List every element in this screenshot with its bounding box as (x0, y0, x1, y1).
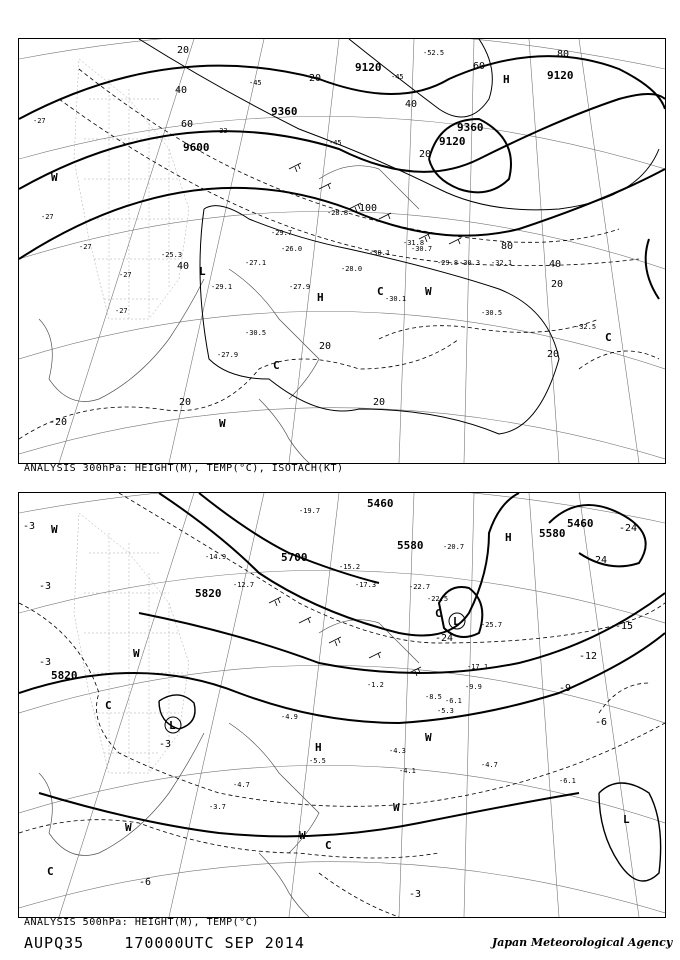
cold-center: C (47, 865, 54, 878)
temp-label: -26.0 (281, 245, 303, 253)
temp-label: -30.5 (481, 309, 503, 317)
temp-label: -20 (49, 417, 68, 428)
temp-label: -33 (215, 127, 228, 135)
pressure-center-low: L (199, 265, 206, 278)
temp-label: -29.7 (271, 229, 293, 237)
obs-label: -8.5 (425, 693, 442, 701)
isotach-label: 40 (405, 99, 418, 110)
temp-label: -45 (249, 79, 262, 87)
temp-label: -52.5 (423, 49, 445, 57)
isotach-contours (139, 39, 659, 434)
temp-label: -30.1 (385, 295, 407, 303)
warm-center: W (51, 523, 58, 536)
warm-center: W (393, 801, 400, 814)
pressure-center-low: L (169, 719, 176, 732)
isotach-label: 20 (419, 149, 432, 160)
obs-label: -15.2 (339, 563, 361, 571)
warm-center: W (299, 829, 306, 842)
map-300hpa-canvas (19, 39, 665, 463)
obs-label: -22.7 (409, 583, 431, 591)
temp-label: -30.7 (411, 245, 433, 253)
pressure-center-high: H (503, 73, 510, 86)
isotach-label: 20 (179, 397, 192, 408)
height-label: 5580 (539, 527, 566, 540)
warm-center: W (425, 285, 432, 298)
height-label: 5460 (567, 517, 594, 530)
temp-contour-label: -15 (615, 621, 634, 632)
temp-contour-label: -24 (435, 633, 454, 644)
isotach-label: 80 (557, 49, 570, 60)
isotach-label: 40 (175, 85, 188, 96)
temp-label: -30.3 (459, 259, 481, 267)
obs-label: -6.1 (445, 697, 462, 705)
cold-center: C (105, 699, 112, 712)
temp-contour-label: -3 (39, 581, 52, 592)
isotach-label: 20 (373, 397, 386, 408)
isotach-label: 20 (309, 73, 322, 84)
obs-label-group (205, 507, 576, 811)
obs-label: -6.1 (559, 777, 576, 785)
obs-label: -25.7 (481, 621, 503, 629)
pressure-center-high: H (315, 741, 322, 754)
cold-center: C (377, 285, 384, 298)
obs-label: -17.1 (467, 663, 489, 671)
height-label: 9120 (547, 69, 574, 82)
cold-center: C (435, 607, 442, 620)
temp-label: -30.5 (245, 329, 267, 337)
obs-label: -4.9 (281, 713, 298, 721)
chart-identifier (24, 934, 305, 952)
temp-contour-label: -6 (595, 717, 608, 728)
obs-label: -1.2 (367, 681, 384, 689)
temp-contour-label: -3 (409, 889, 422, 900)
isotach-label: 40 (177, 261, 190, 272)
temp-label: -27.1 (245, 259, 267, 267)
map-panel-500hpa (18, 492, 666, 918)
pressure-center-low: L (623, 813, 630, 826)
cold-center: C (605, 331, 612, 344)
center-label-group (47, 523, 630, 878)
temp-contour-label: -3 (39, 657, 52, 668)
temp-label: -27 (41, 213, 54, 221)
obs-label: -17.3 (355, 581, 377, 589)
isotach-label: 100 (359, 203, 378, 214)
pressure-center-high: H (505, 531, 512, 544)
isotach-label: 20 (177, 45, 190, 56)
warm-center: W (133, 647, 140, 660)
isotach-label: 80 (501, 241, 514, 252)
temp-label: -30.1 (369, 249, 391, 257)
cold-center: C (273, 359, 280, 372)
warm-center: W (51, 171, 58, 184)
temp-label-group (33, 49, 596, 428)
height-label: 9120 (355, 61, 382, 74)
temp-label: -27 (33, 117, 46, 125)
isotach-label: 20 (547, 349, 560, 360)
temp-contour-label: -3 (23, 521, 36, 532)
graticule-meridians (59, 39, 639, 463)
temp-label: -31.8 (403, 239, 425, 247)
warm-center: W (425, 731, 432, 744)
coastline (39, 620, 422, 917)
temp-contour-label: -9 (559, 683, 572, 694)
map-500hpa-canvas (19, 493, 665, 917)
temperature-contours (19, 493, 665, 917)
isotach-label: 60 (181, 119, 194, 130)
chart-code: AUPQ35 (24, 934, 85, 952)
pressure-center-low: L (453, 615, 460, 628)
terrain-mask (74, 59, 189, 319)
graticule-meridians (59, 493, 639, 917)
obs-label: -5.3 (437, 707, 454, 715)
temp-label: -27 (119, 271, 132, 279)
obs-label: -4.1 (399, 767, 416, 775)
height-label: 5820 (195, 587, 222, 600)
height-label: 5700 (281, 551, 308, 564)
obs-label: -12.7 (233, 581, 255, 589)
pressure-center-high: H (317, 291, 324, 304)
warm-center: W (219, 417, 226, 430)
height-label: 9120 (439, 135, 466, 148)
agency-credit: Japan Meteorological Agency (492, 936, 673, 949)
obs-label: -19.7 (299, 507, 321, 515)
isotach-label: 60 (473, 61, 486, 72)
height-contours (19, 56, 665, 299)
height-label: 9600 (183, 141, 210, 154)
obs-label: -9.9 (465, 683, 482, 691)
temp-label: -27.9 (289, 283, 311, 291)
obs-label: -4.7 (233, 781, 250, 789)
graticule-parallels (19, 39, 665, 459)
temp-contour-label: -12 (579, 651, 598, 662)
valid-time: 170000UTC SEP 2014 (124, 934, 305, 952)
temp-label: -27.9 (217, 351, 239, 359)
wind-barbs (269, 597, 421, 676)
height-label: 5580 (397, 539, 424, 552)
temp-label: -25.3 (161, 251, 183, 259)
isotach-label: 20 (319, 341, 332, 352)
isotach-label-group (175, 45, 665, 408)
graticule-parallels (19, 493, 665, 913)
obs-label: -5.5 (309, 757, 326, 765)
temp-label: -29.8 (437, 259, 459, 267)
temp-label: -27 (79, 243, 92, 251)
height-label: 9360 (271, 105, 298, 118)
caption-300hpa: ANALYSIS 300hPa: HEIGHT(M), TEMP(°C), ISOTACH(KT) (24, 463, 344, 474)
temp-contour-label: -6 (139, 877, 152, 888)
temp-label: -29.1 (211, 283, 233, 291)
temp-contour-label: -24 (619, 523, 638, 534)
warm-center: W (125, 821, 132, 834)
obs-label: -3.7 (209, 803, 226, 811)
temp-label: -28.0 (341, 265, 363, 273)
height-label: 5460 (367, 497, 394, 510)
obs-label: -22.5 (427, 595, 449, 603)
center-label-group (51, 73, 612, 430)
temp-label: -45 (329, 139, 342, 147)
isotach-label: 40 (549, 259, 562, 270)
map-panel-300hpa (18, 38, 666, 464)
height-label: 9360 (457, 121, 484, 134)
temperature-contours (19, 69, 659, 439)
height-label: 5820 (51, 669, 78, 682)
temp-label: -32.1 (491, 259, 513, 267)
obs-label: -20.7 (443, 543, 465, 551)
temp-contour-label: -24 (589, 555, 608, 566)
cold-center: C (325, 839, 332, 852)
obs-label: -14.9 (205, 553, 227, 561)
obs-label: -4.3 (389, 747, 406, 755)
obs-label: -4.7 (481, 761, 498, 769)
temp-label: -45 (391, 73, 404, 81)
caption-500hpa: ANALYSIS 500hPa: HEIGHT(M), TEMP(°C) (24, 917, 259, 928)
temp-label: -32.5 (575, 323, 597, 331)
temp-contour-label: -3 (159, 739, 172, 750)
terrain-mask (74, 513, 189, 773)
temp-label: -28.8 (327, 209, 349, 217)
temp-label: -27 (115, 307, 128, 315)
isotach-label: 20 (551, 279, 564, 290)
